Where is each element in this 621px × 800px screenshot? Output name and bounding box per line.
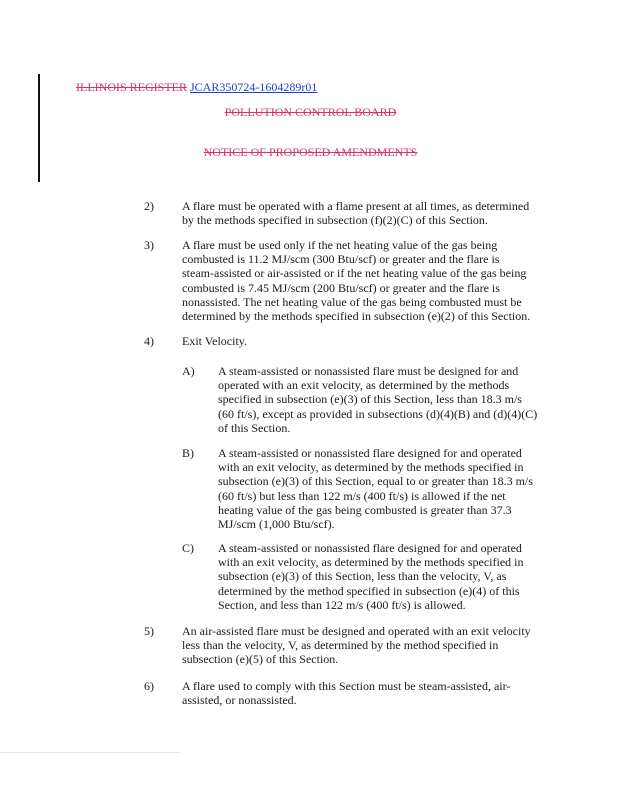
item-number: 3) bbox=[144, 238, 154, 252]
item-text: An air-assisted flare must be designed and operated with an exit velocity less than the velocity, V, as determined by the method specified in subsection (e)(5) of this Section. bbox=[182, 624, 531, 667]
footer-divider bbox=[0, 752, 180, 753]
subitem-text: A steam-assisted or nonassisted flare designed for and operated with an exit velocity, as determined by the methods specified in subsection (e)(3) of this Section, equal to or greater than 18.3 m/s (60 ft/s) but less than 122 m/s (400 ft/s) is allowed if the net heating value of the gas being combusted is greater than 37.3 MJ/scm (1,000 Btu/scf). bbox=[218, 446, 533, 532]
subitem-text: A steam-assisted or nonassisted flare designed for and operated with an exit velocity, as determined by the methods specified in subsection (e)(3) of this Section, less than the velocity, V, as determined by the method specified in subsection (e)(4) of this Section, and less than 122 m/s (400 ft/s) is allowed. bbox=[218, 541, 524, 612]
item-number: 6) bbox=[144, 679, 154, 693]
subitem-letter: C) bbox=[182, 541, 194, 555]
item-number: 2) bbox=[144, 199, 154, 213]
revision-change-bar bbox=[38, 74, 40, 182]
item-text: Exit Velocity. bbox=[182, 334, 247, 348]
item-number: 4) bbox=[144, 334, 154, 348]
board-title: POLLUTION CONTROL BOARD bbox=[224, 105, 397, 119]
register-struck-text: ILLINOIS REGISTER bbox=[76, 80, 187, 94]
subitem-letter: B) bbox=[182, 446, 194, 460]
item-number: 5) bbox=[144, 624, 154, 638]
item-text: A flare used to comply with this Section must be steam-assisted, air-assisted, or nonassisted. bbox=[182, 679, 511, 708]
subitem-letter: A) bbox=[182, 364, 195, 378]
register-inserted-text: JCAR350724-1604289r01 bbox=[190, 80, 318, 94]
item-text: A flare must be operated with a flame present at all times, as determined by the methods specified in subsection (f)(2)(C) of this Section. bbox=[182, 199, 530, 228]
register-header bbox=[76, 80, 317, 95]
notice-title: NOTICE OF PROPOSED AMENDMENTS bbox=[203, 145, 418, 159]
item-text: A flare must be used only if the net heating value of the gas being combusted is 11.2 MJ/scm (300 Btu/scf) or greater and the flare is steam-assisted or air-assisted or if the net heating value of the gas being combusted is 7.45 MJ/scm (200 Btu/scf) or greater and the flare is nonassisted. The net heating value of the gas being combusted must be determined by the methods specified in subsection (e)(2) of this Section. bbox=[182, 238, 531, 324]
subitem-text: A steam-assisted or nonassisted flare must be designed for and operated with an exit velocity, as determined by the methods specified in subsection (e)(3) of this Section, less than 18.3 m/s (60 ft/s), except as provided in subsections (d)(4)(B) and (d)(4)(C) of this Section. bbox=[218, 364, 538, 435]
